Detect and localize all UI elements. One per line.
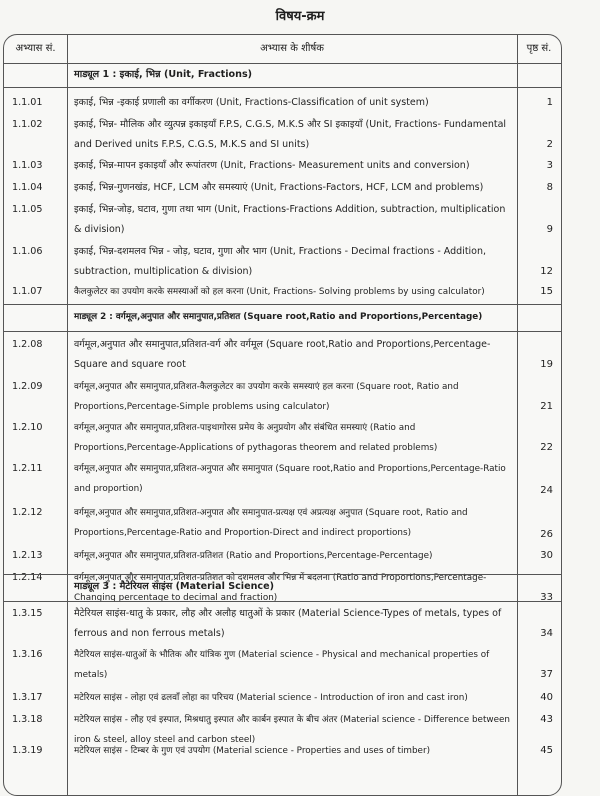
exercise-number: 1.1.03 — [12, 160, 43, 171]
exercise-number: 1.3.15 — [12, 608, 43, 619]
exercise-title: मटेरियल साइंस - लोहा एवं ढलवाँ लोहा का परिचय (Material science - Introduction of iron and cast iron) — [74, 693, 468, 703]
exercise-number: 1.2.09 — [12, 381, 43, 392]
page-number: 33 — [540, 592, 553, 603]
page-number: 45 — [540, 745, 553, 756]
page-number: 3 — [546, 160, 553, 171]
table-header — [4, 35, 561, 64]
module-heading — [4, 63, 561, 88]
page-number: 43 — [540, 714, 553, 725]
exercise-title: मैटेरियल साइंस-धातु के प्रकार, लौह और अलौह धातुओं के प्रकार (Material Science-Types of metals, types of ferrous and non ferrous metals) — [74, 608, 502, 639]
contents-table — [3, 34, 562, 796]
exercise-number: 1.1.06 — [12, 246, 43, 257]
module-heading — [4, 304, 561, 332]
page-number: 34 — [540, 628, 553, 639]
exercise-title: वर्गमूल,अनुपात और समानुपात,प्रतिशत-पाइथागोरस प्रमेय के अनुप्रयोग और संबंधित समस्याएं (Ratio and Proportions,Percentage-Applications of pythagoras theorem and related problems) — [74, 423, 438, 453]
exercise-title: इकाई, भिन्न -इकाई प्रणाली का वर्गीकरण (Unit, Fractions-Classification of unit system) — [74, 97, 429, 108]
module-label: माड्यूल 2 : वर्गमूल,अनुपात और समानुपात,प्रतिशत (Square root,Ratio and Proportions,Percentage) — [74, 312, 483, 322]
exercise-title: इकाई, भिन्न-मापन इकाइयाँ और रूपांतरण (Unit, Fractions- Measurement units and conversion) — [74, 160, 470, 171]
exercise-number: 1.2.12 — [12, 507, 43, 518]
exercise-number: 1.2.11 — [12, 463, 43, 474]
exercise-title: वर्गमूल,अनुपात और समानुपात,प्रतिशत-वर्ग और वर्गमूल (Square root,Ratio and Proportions,Percentage-Square and square root — [74, 339, 491, 370]
page-number: 40 — [540, 692, 553, 703]
page-number: 9 — [546, 224, 553, 235]
exercise-title: वर्गमूल,अनुपात और समानुपात,प्रतिशत-प्रतिशत को दशमलव और भिन्न में बदलना (Ratio and Proportions,Percentage-Changing percentage to decimal and fraction) — [74, 573, 487, 603]
exercise-number: 1.1.04 — [12, 182, 43, 193]
header-title: अभ्यास के शीर्षक — [260, 43, 324, 54]
page-number: 30 — [540, 550, 553, 561]
exercise-number: 1.2.08 — [12, 339, 43, 350]
page-number: 2 — [546, 139, 553, 150]
module-heading — [4, 574, 561, 602]
page-number: 19 — [540, 359, 553, 370]
page-number: 21 — [540, 401, 553, 412]
exercise-number: 1.1.01 — [12, 97, 43, 108]
exercise-title: मटेरियल साइंस - लौह एवं इस्पात, मिश्रधातु इस्पात और कार्बन इस्पात के बीच अंतर (Material science - Difference between iron & steel, alloy steel and carbon steel) — [74, 715, 511, 745]
exercise-title: कैलकुलेटर का उपयोग करके समस्याओं को हल करना (Unit, Fractions- Solving problems by using calculator) — [74, 287, 485, 297]
exercise-number: 1.2.14 — [12, 572, 43, 583]
page-number: 12 — [540, 266, 553, 277]
header-page: पृष्ठ सं. — [526, 43, 552, 54]
page-number: 1 — [546, 97, 553, 108]
page-number: 37 — [540, 669, 553, 680]
exercise-title: वर्गमूल,अनुपात और समानुपात,प्रतिशत-अनुपात और समानुपात (Square root,Ratio and Proportions,Percentage-Ratio and proportion) — [74, 464, 506, 494]
exercise-title: इकाई, भिन्न- मौलिक और व्युत्पन्न इकाइयाँ F.P.S, C.G.S, M.K.S और SI इकाइयाँ (Unit, Fractions- Fundamental and Derived units F.P.S, C.G.S, M.K.S and SI units) — [74, 119, 507, 150]
exercise-title: वर्गमूल,अनुपात और समानुपात,प्रतिशत-प्रतिशत (Ratio and Proportions,Percentage-Percentage) — [74, 551, 433, 561]
exercise-title: इकाई, भिन्न-जोड़, घटाव, गुणा तथा भाग (Unit, Fractions-Fractions Addition, subtraction, multiplication & division) — [74, 204, 506, 235]
exercise-title: इकाई, भिन्न-गुणनखंड, HCF, LCM और समस्याएं (Unit, Fractions-Factors, HCF, LCM and problems) — [74, 182, 484, 193]
module-label: माड्यूल 3 : मैटेरियल साइंस (Material Science) — [74, 581, 275, 592]
exercise-title: इकाई, भिन्न-दशमलव भिन्न - जोड़, घटाव, गुणा और भाग (Unit, Fractions - Decimal fractions - Addition, subtraction, multiplication & division) — [74, 246, 487, 277]
page-number: 8 — [546, 182, 553, 193]
exercise-number: 1.2.13 — [12, 550, 43, 561]
exercise-title: वर्गमूल,अनुपात और समानुपात,प्रतिशत-कैलकुलेटर का उपयोग करके समस्याएं हल करना (Square root, Ratio and Proportions,Percentage-Simple problems using calculator) — [74, 382, 459, 412]
header-number: अभ्यास सं. — [15, 43, 56, 54]
page-number: 24 — [540, 485, 553, 496]
column-divider — [67, 35, 68, 795]
page-title: विषय-क्रम — [275, 9, 325, 24]
exercise-title: मैटेरियल साइंस-धातुओं के भौतिक और यांत्रिक गुण (Material science - Physical and mechanical properties of metals) — [74, 650, 490, 680]
exercise-title: मटेरियल साइंस - टिम्बर के गुण एवं उपयोग (Material science - Properties and uses of timber) — [74, 746, 431, 756]
page-number: 22 — [540, 442, 553, 453]
exercise-number: 1.3.17 — [12, 692, 43, 703]
page-number: 26 — [540, 529, 553, 540]
module-label: माड्यूल 1 : इकाई, भिन्न (Unit, Fractions) — [74, 69, 253, 80]
exercise-title: वर्गमूल,अनुपात और समानुपात,प्रतिशत-अनुपात और समानुपात-प्रत्यक्ष एवं अप्रत्यक्ष अनुपात (Square root, Ratio and Proportions,Percentage-Ratio and Proportion-Direct and indirect proportions) — [74, 508, 468, 538]
exercise-number: 1.3.18 — [12, 714, 43, 725]
exercise-number: 1.1.02 — [12, 119, 43, 130]
exercise-number: 1.3.19 — [12, 745, 43, 756]
exercise-number: 1.2.10 — [12, 422, 43, 433]
exercise-number: 1.1.05 — [12, 204, 43, 215]
page-number: 15 — [540, 286, 553, 297]
exercise-number: 1.3.16 — [12, 649, 43, 660]
exercise-number: 1.1.07 — [12, 286, 43, 297]
